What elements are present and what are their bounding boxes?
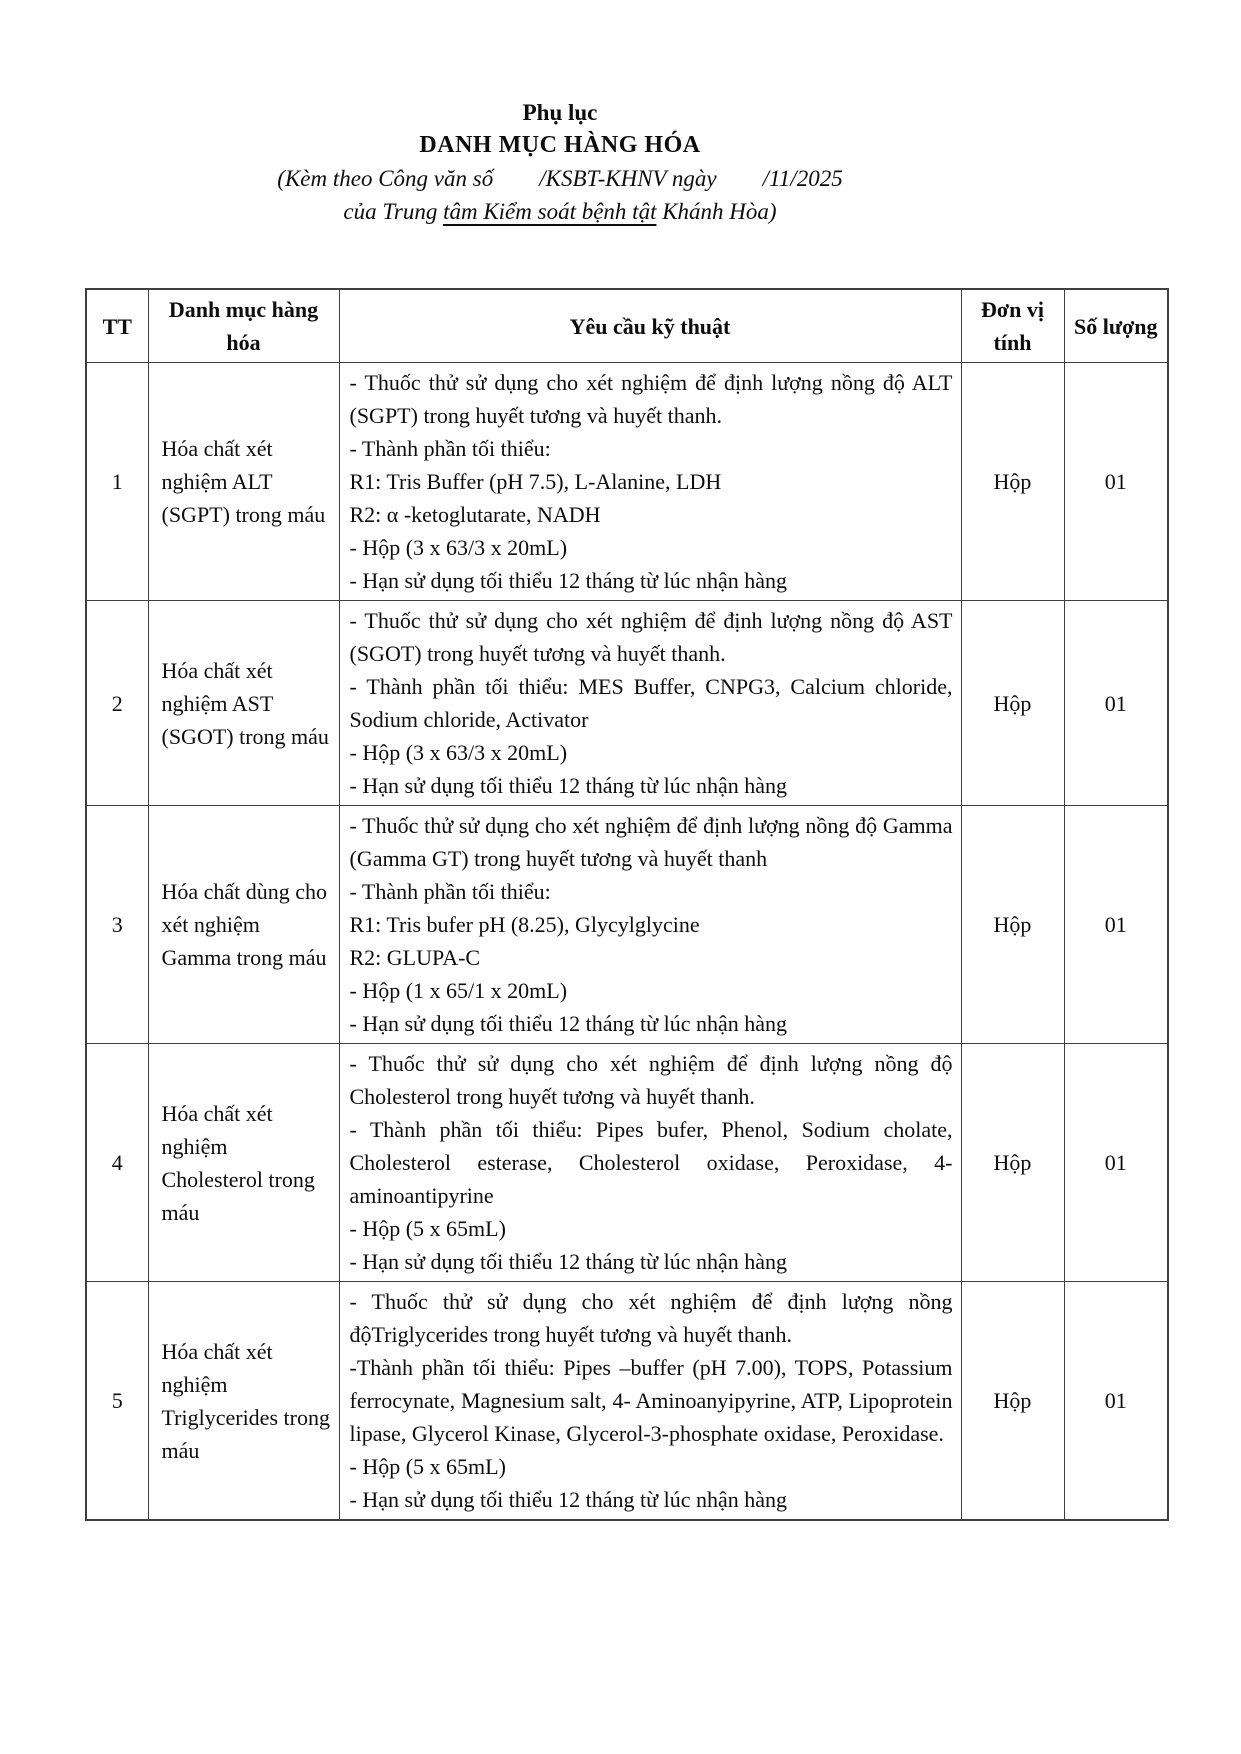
spec-line: - Hạn sử dụng tối thiểu 12 tháng từ lúc nhận hàng bbox=[349, 1249, 787, 1274]
col-header-unit: Đơn vị tính bbox=[961, 289, 1064, 363]
spec-line: R2: GLUPA-C bbox=[349, 945, 481, 970]
spec-line: - Thuốc thử sử dụng cho xét nghiệm để định lượng nồng độ Gamma (Gamma GT) trong huyết tương và huyết thanh bbox=[349, 813, 953, 871]
item-name: Hóa chất xét nghiệm Cholesterol trong máu bbox=[148, 1044, 339, 1282]
spec-line: - Thuốc thử sử dụng cho xét nghiệm để định lượng nồng độTriglycerides trong huyết tương và huyết thanh. bbox=[349, 1289, 953, 1347]
spec-line: - Thành phần tối thiểu: bbox=[349, 879, 551, 904]
table-row bbox=[86, 1044, 1168, 1282]
item-specs bbox=[339, 1282, 961, 1521]
subtitle-prefix: của Trung bbox=[343, 199, 444, 224]
row-number: 5 bbox=[86, 1282, 148, 1521]
item-name: Hóa chất xét nghiệm Triglycerides trong máu bbox=[148, 1282, 339, 1521]
item-unit: Hộp bbox=[961, 1044, 1064, 1282]
col-header-spec: Yêu cầu kỹ thuật bbox=[339, 289, 961, 363]
doc-subtitle-line2 bbox=[85, 195, 1035, 228]
spec-line: - Hạn sử dụng tối thiểu 12 tháng từ lúc nhận hàng bbox=[349, 1487, 787, 1512]
item-qty: 01 bbox=[1064, 1282, 1168, 1521]
spec-line: - Thành phần tối thiểu: Pipes bufer, Phenol, Sodium cholate, Cholesterol esterase, Cholesterol oxidase, Peroxidase, 4- aminoantipyrine bbox=[349, 1117, 953, 1208]
table-row bbox=[86, 363, 1168, 601]
spec-line: - Hộp (5 x 65mL) bbox=[349, 1454, 506, 1479]
item-specs bbox=[339, 601, 961, 806]
spec-line: -Thành phần tối thiểu: Pipes –buffer (pH 7.00), TOPS, Potassium ferrocynate, Magnesium salt, 4- Aminoanyipyrine, ATP, Lipoprotein lipase, Glycerol Kinase, Glycerol-3-phosphate oxidase, Peroxidase. bbox=[349, 1355, 953, 1446]
table-row bbox=[86, 601, 1168, 806]
row-number: 1 bbox=[86, 363, 148, 601]
item-qty: 01 bbox=[1064, 601, 1168, 806]
appendix-label: Phụ lục bbox=[522, 100, 598, 125]
doc-subtitle-line1: (Kèm theo Công văn số /KSBT-KHNV ngày /11/2025 bbox=[277, 166, 843, 191]
col-header-tt: TT bbox=[86, 289, 148, 363]
subtitle-underlined-text: tâm Kiểm soát bệnh tật bbox=[443, 199, 657, 224]
spec-line: - Hộp (1 x 65/1 x 20mL) bbox=[349, 978, 568, 1003]
spec-line: R2: α -ketoglutarate, NADH bbox=[349, 502, 601, 527]
spec-line: - Thành phần tối thiểu: MES Buffer, CNPG3, Calcium chloride, Sodium chloride, Activator bbox=[349, 674, 953, 732]
spec-line: - Thuốc thử sử dụng cho xét nghiệm để định lượng nồng độ Cholesterol trong huyết tương và huyết thanh. bbox=[349, 1051, 953, 1109]
spec-line: - Hạn sử dụng tối thiểu 12 tháng từ lúc nhận hàng bbox=[349, 773, 787, 798]
item-specs bbox=[339, 806, 961, 1044]
item-unit: Hộp bbox=[961, 363, 1064, 601]
item-specs bbox=[339, 363, 961, 601]
item-specs bbox=[339, 1044, 961, 1282]
item-unit: Hộp bbox=[961, 601, 1064, 806]
item-qty: 01 bbox=[1064, 363, 1168, 601]
table-header-row bbox=[86, 289, 1168, 363]
row-number: 4 bbox=[86, 1044, 148, 1282]
col-header-qty: Số lượng bbox=[1064, 289, 1168, 363]
spec-line: - Hộp (5 x 65mL) bbox=[349, 1216, 506, 1241]
spec-line: - Thuốc thử sử dụng cho xét nghiệm để định lượng nồng độ ALT (SGPT) trong huyết tương và huyết thanh. bbox=[349, 370, 953, 428]
spec-line: - Thuốc thử sử dụng cho xét nghiệm để định lượng nồng độ AST (SGOT) trong huyết tương và huyết thanh. bbox=[349, 608, 953, 666]
table-row bbox=[86, 806, 1168, 1044]
spec-line: - Thành phần tối thiểu: bbox=[349, 436, 551, 461]
spec-line: - Hộp (3 x 63/3 x 20mL) bbox=[349, 740, 568, 765]
spec-line: - Hạn sử dụng tối thiểu 12 tháng từ lúc nhận hàng bbox=[349, 1011, 787, 1036]
row-number: 3 bbox=[86, 806, 148, 1044]
spec-line: - Hạn sử dụng tối thiểu 12 tháng từ lúc nhận hàng bbox=[349, 568, 787, 593]
item-name: Hóa chất dùng cho xét nghiệm Gamma trong máu bbox=[148, 806, 339, 1044]
item-qty: 01 bbox=[1064, 1044, 1168, 1282]
spec-line: R1: Tris bufer pH (8.25), Glycylglycine bbox=[349, 912, 700, 937]
page-title: DANH MỤC HÀNG HÓA bbox=[419, 132, 701, 158]
row-number: 2 bbox=[86, 601, 148, 806]
item-name: Hóa chất xét nghiệm AST (SGOT) trong máu bbox=[148, 601, 339, 806]
item-name: Hóa chất xét nghiệm ALT (SGPT) trong máu bbox=[148, 363, 339, 601]
subtitle-suffix: Khánh Hòa) bbox=[656, 199, 777, 224]
table-row bbox=[86, 1282, 1168, 1521]
item-unit: Hộp bbox=[961, 1282, 1064, 1521]
item-qty: 01 bbox=[1064, 806, 1168, 1044]
goods-table bbox=[85, 288, 1169, 1521]
spec-line: - Hộp (3 x 63/3 x 20mL) bbox=[349, 535, 568, 560]
doc-header bbox=[85, 96, 1035, 228]
spec-line: R1: Tris Buffer (pH 7.5), L-Alanine, LDH bbox=[349, 469, 722, 494]
col-header-item: Danh mục hàng hóa bbox=[148, 289, 339, 363]
item-unit: Hộp bbox=[961, 806, 1064, 1044]
